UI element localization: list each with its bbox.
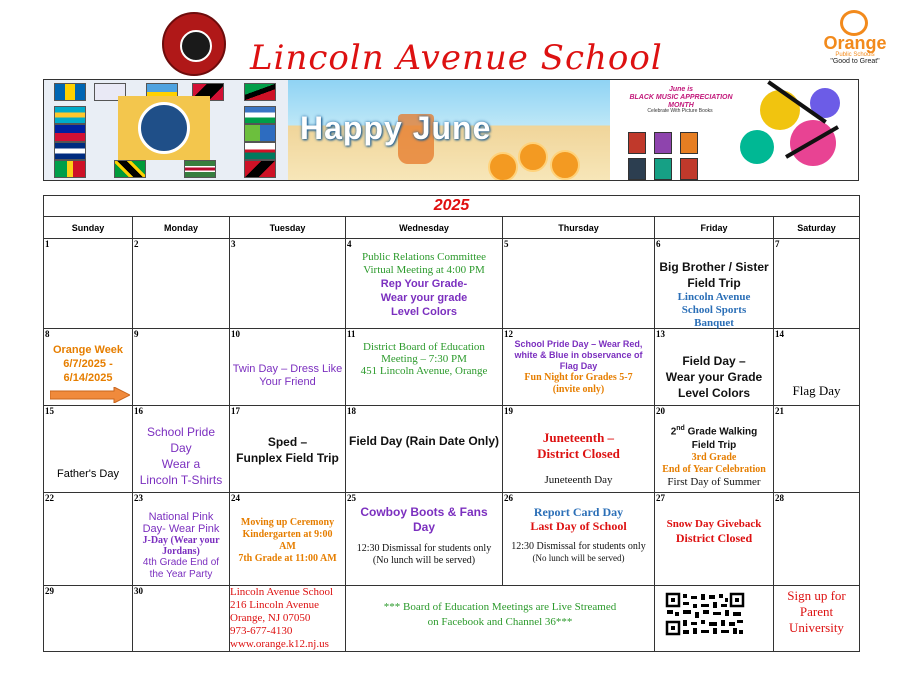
day-cell: [346, 329, 503, 406]
qr-code-cell: [655, 586, 774, 652]
board-livestream-note: *** Board of Education Meetings are Live Streamed on Facebook and Channel 36***: [383, 601, 617, 628]
day-cell: [503, 406, 655, 493]
week-row: [44, 406, 860, 493]
day-number: 2: [134, 239, 139, 249]
dow-thursday: Thursday: [503, 217, 655, 239]
event-orange-week: Orange Week 6/7/2025 - 6/14/2025: [52, 344, 124, 384]
day-cell: [44, 406, 133, 493]
heritage-month-seal: [118, 96, 210, 160]
event-last-day-of-school: Report Card Day Last Day of School 12:30 Dismissal for students only (No lunch will be served): [511, 505, 646, 563]
days-of-week-row: [44, 217, 860, 239]
day-number: 3: [231, 239, 236, 249]
event-moving-up-ceremony: Moving up Ceremony Kindergarten at 9:00 AM 7th Grade at 11:00 AM: [238, 517, 337, 564]
day-number: 27: [656, 493, 665, 503]
orange-logo-icon: [840, 10, 868, 36]
event-district-board-meeting: District Board of Education Meeting – 7:30 PM 451 Lincoln Avenue, Orange: [360, 341, 488, 377]
dow-monday: Monday: [133, 217, 230, 239]
day-number: 16: [134, 406, 143, 416]
school-seal-logo: [162, 12, 226, 76]
dow-sunday: Sunday: [44, 217, 133, 239]
day-cell: [774, 406, 860, 493]
happy-june-image: [288, 80, 610, 180]
parent-university-cell: [774, 586, 860, 652]
day-cell: [346, 239, 503, 329]
week-row: [44, 329, 860, 406]
day-number: 9: [134, 329, 139, 339]
day-number: 14: [775, 329, 784, 339]
day-number: 21: [775, 406, 784, 416]
parent-university-signup[interactable]: Sign up for Parent University: [787, 588, 846, 635]
dow-tuesday: Tuesday: [230, 217, 346, 239]
day-number: 15: [45, 406, 54, 416]
event-twin-day: Twin Day – Dress Like Your Friend: [232, 363, 343, 388]
event-flag-day: Flag Day: [792, 383, 841, 398]
dow-friday: Friday: [655, 217, 774, 239]
event-sped-funplex: Sped – Funplex Field Trip: [236, 435, 339, 465]
day-number: 23: [134, 493, 143, 503]
day-number: 6: [656, 239, 661, 249]
day-number: 28: [775, 493, 784, 503]
day-number: 17: [231, 406, 240, 416]
dow-saturday: Saturday: [774, 217, 860, 239]
day-number: 19: [504, 406, 513, 416]
event-snow-day-giveback: Snow Day Giveback District Closed: [666, 518, 762, 545]
day-number: 7: [775, 239, 780, 249]
day-number: 25: [347, 493, 356, 503]
day-cell: [774, 329, 860, 406]
day-number: 4: [347, 239, 352, 249]
day-number: 29: [45, 586, 54, 596]
board-livestream-cell: [346, 586, 655, 652]
event-school-pride-day: School Pride Day Wear a Lincoln T-Shirts: [139, 425, 223, 487]
event-juneteenth: Juneteenth – District Closed Juneteenth Day: [537, 430, 620, 486]
day-cell: [655, 239, 774, 329]
day-cell: [133, 239, 230, 329]
day-cell: [230, 493, 346, 586]
event-pr-committee: Public Relations Committee Virtual Meeting at 4:00 PM Rep Your Grade- Wear your grade Level Colors: [361, 251, 487, 318]
event-grade-walking-trip: 2nd Grade Walking Field Trip 3rd Grade End of Year Celebration First Day of Summer: [662, 425, 766, 489]
day-cell: [503, 493, 655, 586]
day-cell: [774, 493, 860, 586]
day-cell: [230, 329, 346, 406]
day-cell: [346, 406, 503, 493]
event-big-brother-sister: Big Brother / Sister Field Trip Lincoln Avenue School Sports Banquet: [659, 260, 769, 329]
day-cell: [774, 239, 860, 329]
day-number: 10: [231, 329, 240, 339]
day-cell: [133, 406, 230, 493]
month-banner: [43, 79, 859, 181]
week-row: [44, 586, 860, 652]
day-cell: [44, 239, 133, 329]
event-cowboy-boots-day: Cowboy Boots & Fans Day 12:30 Dismissal for students only (No lunch will be served): [356, 505, 492, 566]
day-number: 22: [45, 493, 54, 503]
dow-wednesday: Wednesday: [346, 217, 503, 239]
week-row: [44, 239, 860, 329]
day-cell: [133, 329, 230, 406]
day-number: 5: [504, 239, 509, 249]
day-cell: [44, 493, 133, 586]
page-title: Lincoln Avenue School: [250, 38, 663, 78]
day-cell: [230, 239, 346, 329]
day-number: 11: [347, 329, 356, 339]
day-number: 30: [134, 586, 143, 596]
day-cell: [655, 406, 774, 493]
day-number: 1: [45, 239, 50, 249]
day-number: 18: [347, 406, 356, 416]
day-cell: [230, 406, 346, 493]
event-pink-j-day: National Pink Day- Wear Pink J-Day (Wear your Jordans) 4th Grade End of the Year Party: [142, 511, 220, 580]
arrow-right-icon: [50, 387, 130, 403]
event-field-day: Field Day – Wear your Grade Level Colors: [665, 354, 763, 400]
day-number: 13: [656, 329, 665, 339]
day-number: 26: [504, 493, 513, 503]
day-number: 12: [504, 329, 513, 339]
day-cell: [503, 329, 655, 406]
june-calendar: [43, 195, 860, 652]
day-number: 20: [656, 406, 665, 416]
event-school-pride-flag-day: School Pride Day – Wear Red, white & Blue in observance of Flag Day Fun Night for Grades 5-7 (invite only): [514, 339, 643, 395]
event-field-day-rain-date: Field Day (Rain Date Only): [348, 434, 500, 448]
caribbean-heritage-image: [44, 80, 288, 180]
day-cell: [655, 329, 774, 406]
day-number: 24: [231, 493, 240, 503]
week-row: [44, 493, 860, 586]
day-cell: [44, 329, 133, 406]
black-music-month-image: June is BLACK MUSIC APPRECIATION MONTH Celebrate With Picture Books: [610, 80, 858, 180]
day-cell: [133, 586, 230, 652]
day-cell: [133, 493, 230, 586]
day-cell: [346, 493, 503, 586]
calendar-year: 2025: [44, 196, 860, 217]
day-number: 8: [45, 329, 50, 339]
happy-june-text: Happy June: [300, 110, 492, 146]
day-cell: [503, 239, 655, 329]
orange-district-logo: Orange Public Schools "Good to Great": [814, 8, 896, 66]
school-address: Lincoln Avenue School 216 Lincoln Avenue Orange, NJ 07050 973-677-4130 www.orange.k12.nj.us: [230, 586, 334, 650]
event-fathers-day: Father's Day: [56, 468, 119, 480]
day-cell: [44, 586, 133, 652]
school-address-cell: [230, 586, 346, 652]
qr-code-icon[interactable]: [665, 592, 745, 636]
day-cell: [655, 493, 774, 586]
